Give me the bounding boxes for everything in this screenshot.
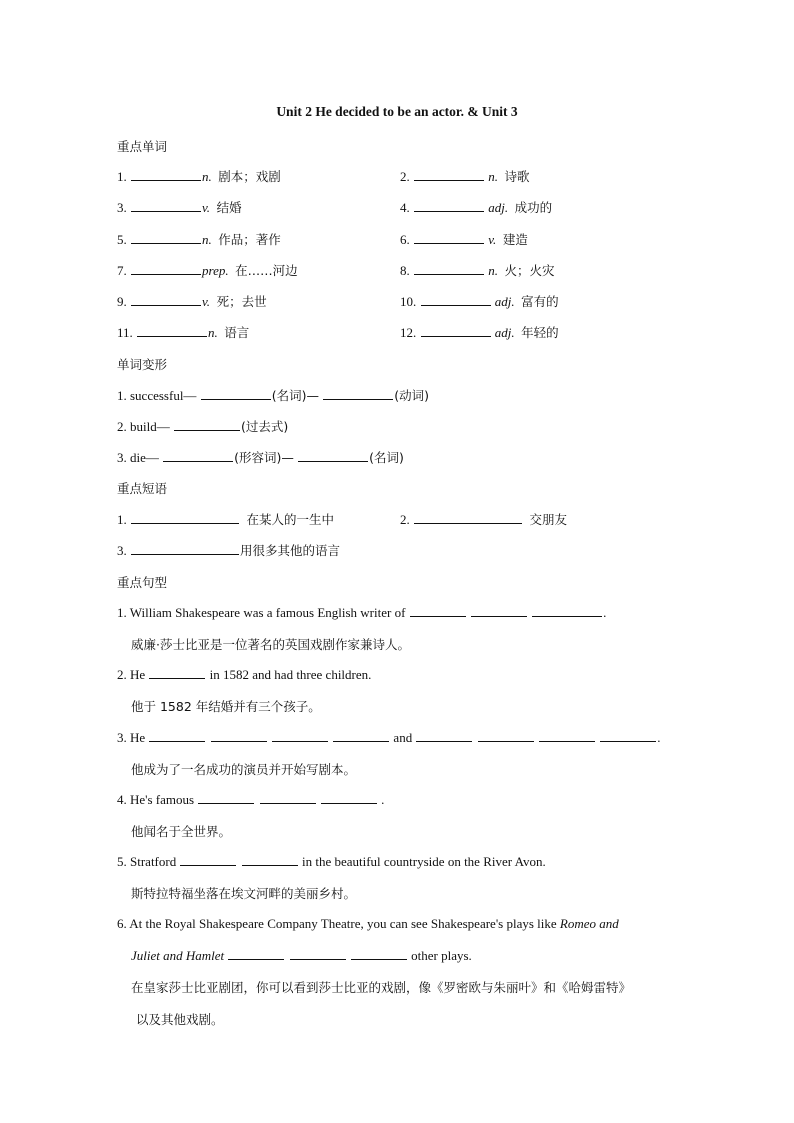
answer-blank[interactable] (131, 231, 201, 244)
vocab-item: 1. n. 剧本；戏剧 (117, 169, 281, 184)
answer-blank[interactable] (211, 729, 267, 742)
answer-blank[interactable] (198, 791, 254, 804)
answer-blank[interactable] (131, 262, 201, 275)
form-item: 1. successful— (名词)— (动词) (117, 388, 429, 403)
answer-blank[interactable] (131, 168, 201, 181)
sentence-item: 5. Stratford in the beautiful countryside on the River Avon. (117, 854, 546, 869)
answer-blank[interactable] (539, 729, 595, 742)
answer-blank[interactable] (298, 449, 368, 462)
sentence-translation: 他成为了一名成功的演员并开始写剧本。 (131, 762, 357, 777)
vocab-item: 8. n. 火；火灾 (400, 263, 555, 278)
answer-blank[interactable] (421, 324, 491, 337)
answer-blank[interactable] (416, 729, 472, 742)
answer-blank[interactable] (351, 947, 407, 960)
phrase-item: 3. 用很多其他的语言 (117, 543, 341, 558)
answer-blank[interactable] (414, 231, 484, 244)
vocab-item: 6. v. 建造 (400, 232, 528, 247)
sentence-item: 2. He in 1582 and had three children. (117, 667, 372, 682)
answer-blank[interactable] (471, 604, 527, 617)
answer-blank[interactable] (323, 387, 393, 400)
vocab-item: 11. n. 语言 (117, 325, 250, 340)
answer-blank[interactable] (333, 729, 389, 742)
answer-blank[interactable] (414, 511, 522, 524)
section-key-sentences: 重点句型 (117, 575, 168, 590)
answer-blank[interactable] (321, 791, 377, 804)
phrase-item: 2. 交朋友 (400, 512, 568, 527)
sentence-translation: 他于 1582 年结婚并有三个孩子。 (131, 699, 321, 714)
form-item: 3. die— (形容词)— (名词) (117, 450, 404, 465)
answer-blank[interactable] (600, 729, 656, 742)
answer-blank[interactable] (414, 168, 484, 181)
vocab-item: 10. adj. 富有的 (400, 294, 559, 309)
vocab-item: 3. v. 结婚 (117, 200, 242, 215)
answer-blank[interactable] (532, 604, 602, 617)
answer-blank[interactable] (272, 729, 328, 742)
sentence-item: 6. At the Royal Shakespeare Company Theatre, you can see Shakespeare's plays like Romeo and (117, 916, 619, 931)
answer-blank[interactable] (228, 947, 284, 960)
answer-blank[interactable] (163, 449, 233, 462)
sentence-translation: 威廉·莎士比亚是一位著名的英国戏剧作家兼诗人。 (131, 637, 410, 652)
answer-blank[interactable] (242, 853, 298, 866)
sentence-translation: 在皇家莎士比亚剧团，你可以看到莎士比亚的戏剧，像《罗密欧与朱丽叶》和《哈姆雷特》 (131, 980, 632, 995)
sentence-item: 3. He and . (117, 730, 661, 745)
answer-blank[interactable] (201, 387, 271, 400)
vocab-item: 12. adj. 年轻的 (400, 325, 559, 340)
section-key-phrases: 重点短语 (117, 481, 168, 496)
answer-blank[interactable] (131, 511, 239, 524)
answer-blank[interactable] (421, 293, 491, 306)
section-key-words: 重点单词 (117, 139, 168, 154)
answer-blank[interactable] (149, 666, 205, 679)
answer-blank[interactable] (131, 199, 201, 212)
sentence-item: 4. He's famous . (117, 792, 385, 807)
page-title: Unit 2 He decided to be an actor. & Unit 3 (276, 104, 518, 119)
answer-blank[interactable] (478, 729, 534, 742)
vocab-item: 9. v. 死；去世 (117, 294, 267, 309)
answer-blank[interactable] (180, 853, 236, 866)
vocab-item: 2. n. 诗歌 (400, 169, 530, 184)
answer-blank[interactable] (414, 262, 484, 275)
answer-blank[interactable] (174, 418, 240, 431)
vocab-item: 7. prep. 在……河边 (117, 263, 298, 278)
vocab-item: 4. adj. 成功的 (400, 200, 553, 215)
answer-blank[interactable] (410, 604, 466, 617)
answer-blank[interactable] (290, 947, 346, 960)
answer-blank[interactable] (149, 729, 205, 742)
sentence-translation-cont: 以及其他戏剧。 (136, 1012, 224, 1027)
form-item: 2. build— (过去式) (117, 419, 289, 434)
sentence-translation: 他闻名于全世界。 (131, 824, 232, 839)
section-word-forms: 单词变形 (117, 357, 168, 372)
answer-blank[interactable] (137, 324, 207, 337)
answer-blank[interactable] (131, 542, 239, 555)
sentence-continuation: Juliet and Hamlet other plays. (131, 948, 472, 963)
answer-blank[interactable] (414, 199, 484, 212)
answer-blank[interactable] (260, 791, 316, 804)
answer-blank[interactable] (131, 293, 201, 306)
sentence-translation: 斯特拉特福坐落在埃文河畔的美丽乡村。 (131, 886, 357, 901)
phrase-item: 1. 在某人的一生中 (117, 512, 335, 527)
vocab-item: 5. n. 作品；著作 (117, 232, 281, 247)
sentence-item: 1. William Shakespeare was a famous English writer of . (117, 605, 607, 620)
